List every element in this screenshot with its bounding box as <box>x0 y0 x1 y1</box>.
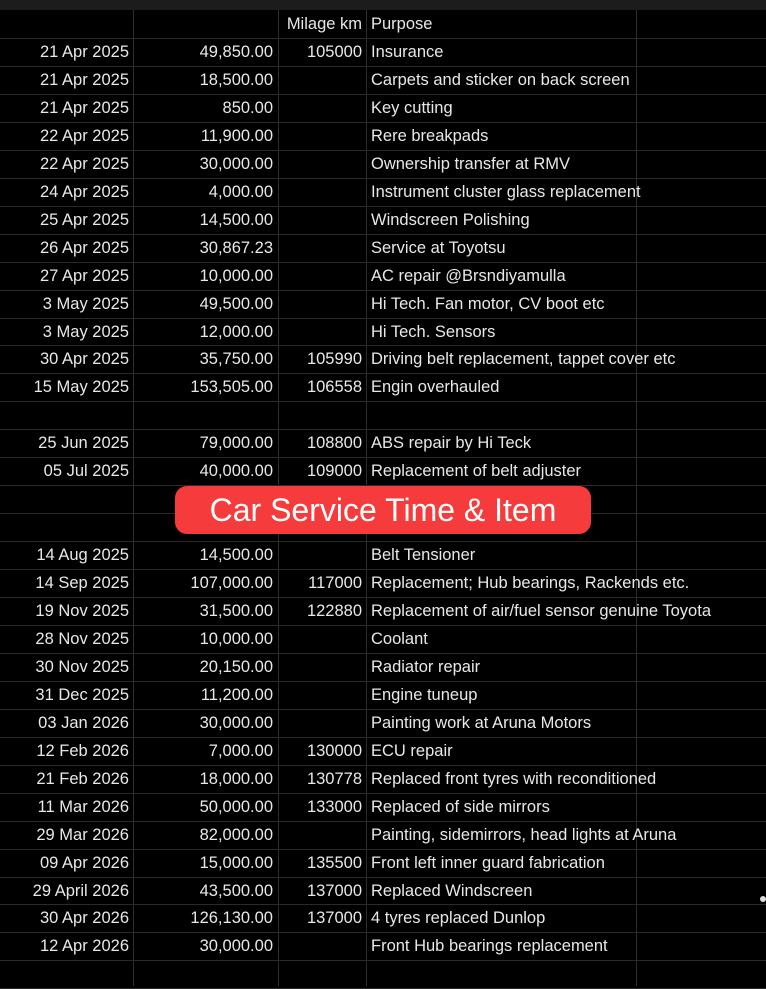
table-row <box>0 821 766 849</box>
cell-mileage[interactable]: 137000 <box>306 882 362 900</box>
table-row <box>0 318 766 346</box>
cell-mileage[interactable] <box>279 290 362 318</box>
table-row <box>0 877 766 905</box>
cell-amount[interactable] <box>134 401 273 429</box>
cell-amount[interactable]: 30,000.00 <box>199 937 273 955</box>
cell-amount[interactable]: 4,000.00 <box>208 183 273 201</box>
cell-purpose[interactable]: 4 tyres replaced Dunlop <box>371 909 546 927</box>
table-row <box>0 178 766 206</box>
cell-date[interactable]: 19 Nov 2025 <box>35 602 129 620</box>
cell-mileage[interactable] <box>279 625 362 653</box>
cell-mileage[interactable]: 106558 <box>306 378 362 396</box>
table-row <box>0 709 766 737</box>
cell-purpose[interactable]: Service at Toyotsu <box>371 239 506 257</box>
cell-mileage[interactable]: 117000 <box>308 574 362 592</box>
table-row <box>0 262 766 290</box>
cell-mileage[interactable] <box>279 206 362 234</box>
cell-mileage[interactable]: 122880 <box>306 602 362 620</box>
cell-mileage[interactable]: 130778 <box>306 770 362 788</box>
cell-amount[interactable]: 20,150.00 <box>199 658 273 676</box>
cell-mileage[interactable]: 135500 <box>306 854 362 872</box>
cell-purpose[interactable]: Driving belt replacement, tappet cover etc <box>371 350 676 368</box>
table-row <box>0 625 766 653</box>
cell-purpose[interactable]: Windscreen Polishing <box>371 211 530 229</box>
cell-purpose[interactable]: Hi Tech. Sensors <box>371 323 496 341</box>
cell-date[interactable]: 31 Dec 2025 <box>35 686 129 704</box>
cell-date[interactable]: 28 Nov 2025 <box>35 630 129 648</box>
table-row <box>0 401 766 429</box>
cell-date[interactable]: 22 Apr 2025 <box>40 155 129 173</box>
cell-mileage[interactable] <box>279 821 362 849</box>
cell-date[interactable]: 29 April 2026 <box>32 882 129 900</box>
cell-purpose[interactable]: Coolant <box>371 630 428 648</box>
cell-purpose[interactable] <box>371 960 766 988</box>
header-cell-mileage[interactable]: Milage km <box>286 15 362 33</box>
cell-mileage[interactable] <box>279 932 362 960</box>
table-row <box>0 206 766 234</box>
cell-mileage[interactable]: 108800 <box>306 434 362 452</box>
cell-purpose[interactable]: Front left inner guard fabrication <box>371 854 605 872</box>
cell-mileage[interactable] <box>279 150 362 178</box>
cell-date[interactable]: 22 Apr 2025 <box>40 127 129 145</box>
table-row <box>0 569 766 597</box>
table-row <box>0 793 766 821</box>
cell-mileage[interactable] <box>279 709 362 737</box>
cell-date[interactable]: 05 Jul 2025 <box>43 462 129 480</box>
cell-date[interactable]: 25 Apr 2025 <box>40 211 129 229</box>
cell-purpose[interactable]: Key cutting <box>371 99 453 117</box>
cell-amount[interactable]: 14,500.00 <box>199 211 273 229</box>
cell-date[interactable]: 09 Apr 2026 <box>40 854 129 872</box>
cell-amount[interactable]: 14,500.00 <box>199 546 273 564</box>
cell-mileage[interactable] <box>279 234 362 262</box>
cell-purpose[interactable]: ABS repair by Hi Teck <box>371 434 532 452</box>
cell-date[interactable]: 26 Apr 2025 <box>40 239 129 257</box>
cell-amount[interactable] <box>134 960 273 988</box>
cell-date[interactable]: 11 Mar 2026 <box>37 798 129 816</box>
cell-purpose[interactable]: Ownership transfer at RMV <box>371 155 570 173</box>
cell-mileage[interactable]: 137000 <box>306 909 362 927</box>
header-row <box>0 10 766 38</box>
cell-purpose[interactable]: Insurance <box>371 43 444 61</box>
table-row <box>0 66 766 94</box>
table-row <box>0 122 766 150</box>
cell-mileage[interactable] <box>279 66 362 94</box>
cell-purpose[interactable]: Hi Tech. Fan motor, CV boot etc <box>371 295 605 313</box>
cell-purpose[interactable]: Painting, sidemirrors, head lights at Aruna <box>371 826 677 844</box>
cell-purpose[interactable]: AC repair @Brsndiyamulla <box>371 267 566 285</box>
cell-purpose[interactable]: Engine tuneup <box>371 686 478 704</box>
cell-mileage[interactable]: 130000 <box>306 742 362 760</box>
cell-date[interactable]: 14 Sep 2025 <box>35 574 129 592</box>
cell-date[interactable]: 3 May 2025 <box>42 323 129 341</box>
cell-amount[interactable]: 35,750.00 <box>199 350 273 368</box>
cell-amount[interactable]: 126,130.00 <box>190 909 273 927</box>
cell-date[interactable]: 12 Feb 2026 <box>36 742 129 760</box>
table-row <box>0 765 766 793</box>
cell-mileage[interactable]: 105990 <box>306 350 362 368</box>
header-cell-purpose[interactable]: Purpose <box>371 15 433 33</box>
cell-date[interactable] <box>0 960 129 988</box>
table-row <box>0 429 766 457</box>
cell-amount[interactable]: 30,000.00 <box>199 714 273 732</box>
cell-mileage[interactable] <box>279 178 362 206</box>
cell-purpose[interactable]: Replaced of side mirrors <box>371 798 550 816</box>
table-row <box>0 904 766 932</box>
cell-mileage[interactable] <box>279 122 362 150</box>
table-row <box>0 234 766 262</box>
cell-amount[interactable]: 18,000.00 <box>199 770 273 788</box>
cell-date[interactable]: 30 Nov 2025 <box>35 658 129 676</box>
cell-purpose[interactable] <box>371 401 766 429</box>
cell-mileage[interactable] <box>279 262 362 290</box>
table-row <box>0 38 766 66</box>
cell-amount[interactable]: 49,500.00 <box>199 295 273 313</box>
cell-date[interactable]: 03 Jan 2026 <box>38 714 129 732</box>
table-row <box>0 737 766 765</box>
cell-purpose[interactable]: Carpets and sticker on back screen <box>371 71 630 89</box>
cell-date[interactable]: 30 Apr 2025 <box>40 350 129 368</box>
cell-date[interactable]: 24 Apr 2025 <box>40 183 129 201</box>
cell-date[interactable]: 21 Apr 2025 <box>40 99 129 117</box>
cell-date[interactable]: 25 Jun 2025 <box>38 434 129 452</box>
cell-amount[interactable]: 11,900.00 <box>200 127 273 145</box>
cell-date[interactable]: 21 Apr 2025 <box>40 71 129 89</box>
cell-purpose[interactable]: Replacement; Hub bearings, Rackends etc. <box>371 574 690 592</box>
cell-date[interactable] <box>0 513 129 541</box>
cell-mileage[interactable] <box>279 94 362 122</box>
cell-amount[interactable]: 7,000.00 <box>208 742 273 760</box>
cell-date[interactable] <box>0 401 129 429</box>
cell-mileage[interactable]: 105000 <box>306 43 362 61</box>
cell-purpose[interactable]: Replacement of air/fuel sensor genuine Toyota <box>371 602 711 620</box>
cell-mileage[interactable] <box>279 541 362 569</box>
cell-purpose[interactable]: Belt Tensioner <box>371 546 476 564</box>
cell-purpose[interactable]: Engin overhauled <box>371 378 500 396</box>
header-cell-amount[interactable] <box>134 10 273 38</box>
cell-amount[interactable]: 30,867.23 <box>199 239 273 257</box>
scroll-indicator-dot <box>760 896 766 902</box>
cell-mileage[interactable]: 109000 <box>306 462 362 480</box>
cell-purpose[interactable]: ECU repair <box>371 742 453 760</box>
cell-amount[interactable]: 31,500.00 <box>199 602 273 620</box>
cell-purpose[interactable]: Front Hub bearings replacement <box>371 937 608 955</box>
table-row <box>0 541 766 569</box>
table-row <box>0 345 766 373</box>
cell-purpose[interactable]: Radiator repair <box>371 658 481 676</box>
sheet-top-bar <box>0 0 766 10</box>
cell-mileage[interactable] <box>279 318 362 346</box>
cell-mileage[interactable] <box>279 681 362 709</box>
cell-amount[interactable]: 79,000.00 <box>199 434 273 452</box>
table-row <box>0 681 766 709</box>
cell-mileage[interactable] <box>279 960 362 988</box>
cell-amount[interactable]: 82,000.00 <box>199 826 273 844</box>
cell-amount[interactable]: 40,000.00 <box>199 462 273 480</box>
cell-mileage[interactable]: 133000 <box>306 798 362 816</box>
cell-date[interactable]: 29 Mar 2026 <box>36 826 129 844</box>
cell-purpose[interactable]: Painting work at Aruna Motors <box>371 714 592 732</box>
cell-date[interactable]: 15 May 2025 <box>33 378 129 396</box>
table-row <box>0 94 766 122</box>
cell-date[interactable]: 30 Apr 2026 <box>40 909 129 927</box>
table-row <box>0 457 766 485</box>
cell-date[interactable]: 21 Apr 2025 <box>40 43 129 61</box>
cell-amount[interactable]: 107,000.00 <box>190 574 273 592</box>
table-row <box>0 932 766 960</box>
cell-purpose[interactable]: Replaced Windscreen <box>371 882 533 900</box>
cell-amount[interactable]: 50,000.00 <box>199 798 273 816</box>
header-cell-date[interactable] <box>0 10 129 38</box>
cell-purpose[interactable]: Replacement of belt adjuster <box>371 462 582 480</box>
cell-purpose[interactable]: Instrument cluster glass replacement <box>371 183 641 201</box>
cell-date[interactable]: 12 Apr 2026 <box>40 937 129 955</box>
cell-amount[interactable]: 49,850.00 <box>199 43 273 61</box>
cell-amount[interactable]: 18,500.00 <box>199 71 273 89</box>
table-row <box>0 653 766 681</box>
cell-amount[interactable]: 15,000.00 <box>199 854 273 872</box>
cell-mileage[interactable] <box>279 653 362 681</box>
cell-date[interactable] <box>0 485 129 513</box>
table-row <box>0 290 766 318</box>
cell-amount[interactable]: 10,000.00 <box>199 630 273 648</box>
cell-mileage[interactable] <box>279 401 362 429</box>
cell-date[interactable]: 3 May 2025 <box>42 295 129 313</box>
cell-amount[interactable]: 10,000.00 <box>199 267 273 285</box>
cell-purpose[interactable]: Replaced front tyres with reconditioned <box>371 770 657 788</box>
cell-date[interactable]: 14 Aug 2025 <box>36 546 129 564</box>
cell-purpose[interactable]: Rere breakpads <box>371 127 489 145</box>
title-banner: Car Service Time & Item <box>175 486 591 534</box>
cell-date[interactable]: 27 Apr 2025 <box>40 267 129 285</box>
table-row <box>0 597 766 625</box>
cell-amount[interactable]: 850.00 <box>222 99 273 117</box>
table-row <box>0 373 766 401</box>
table-row <box>0 849 766 877</box>
cell-amount[interactable]: 11,200.00 <box>200 686 273 704</box>
table-row <box>0 150 766 178</box>
cell-amount[interactable]: 12,000.00 <box>199 323 273 341</box>
cell-amount[interactable]: 30,000.00 <box>199 155 273 173</box>
cell-amount[interactable]: 43,500.00 <box>199 882 273 900</box>
table-row <box>0 960 766 988</box>
cell-date[interactable]: 21 Feb 2026 <box>36 770 129 788</box>
cell-amount[interactable]: 153,505.00 <box>190 378 273 396</box>
